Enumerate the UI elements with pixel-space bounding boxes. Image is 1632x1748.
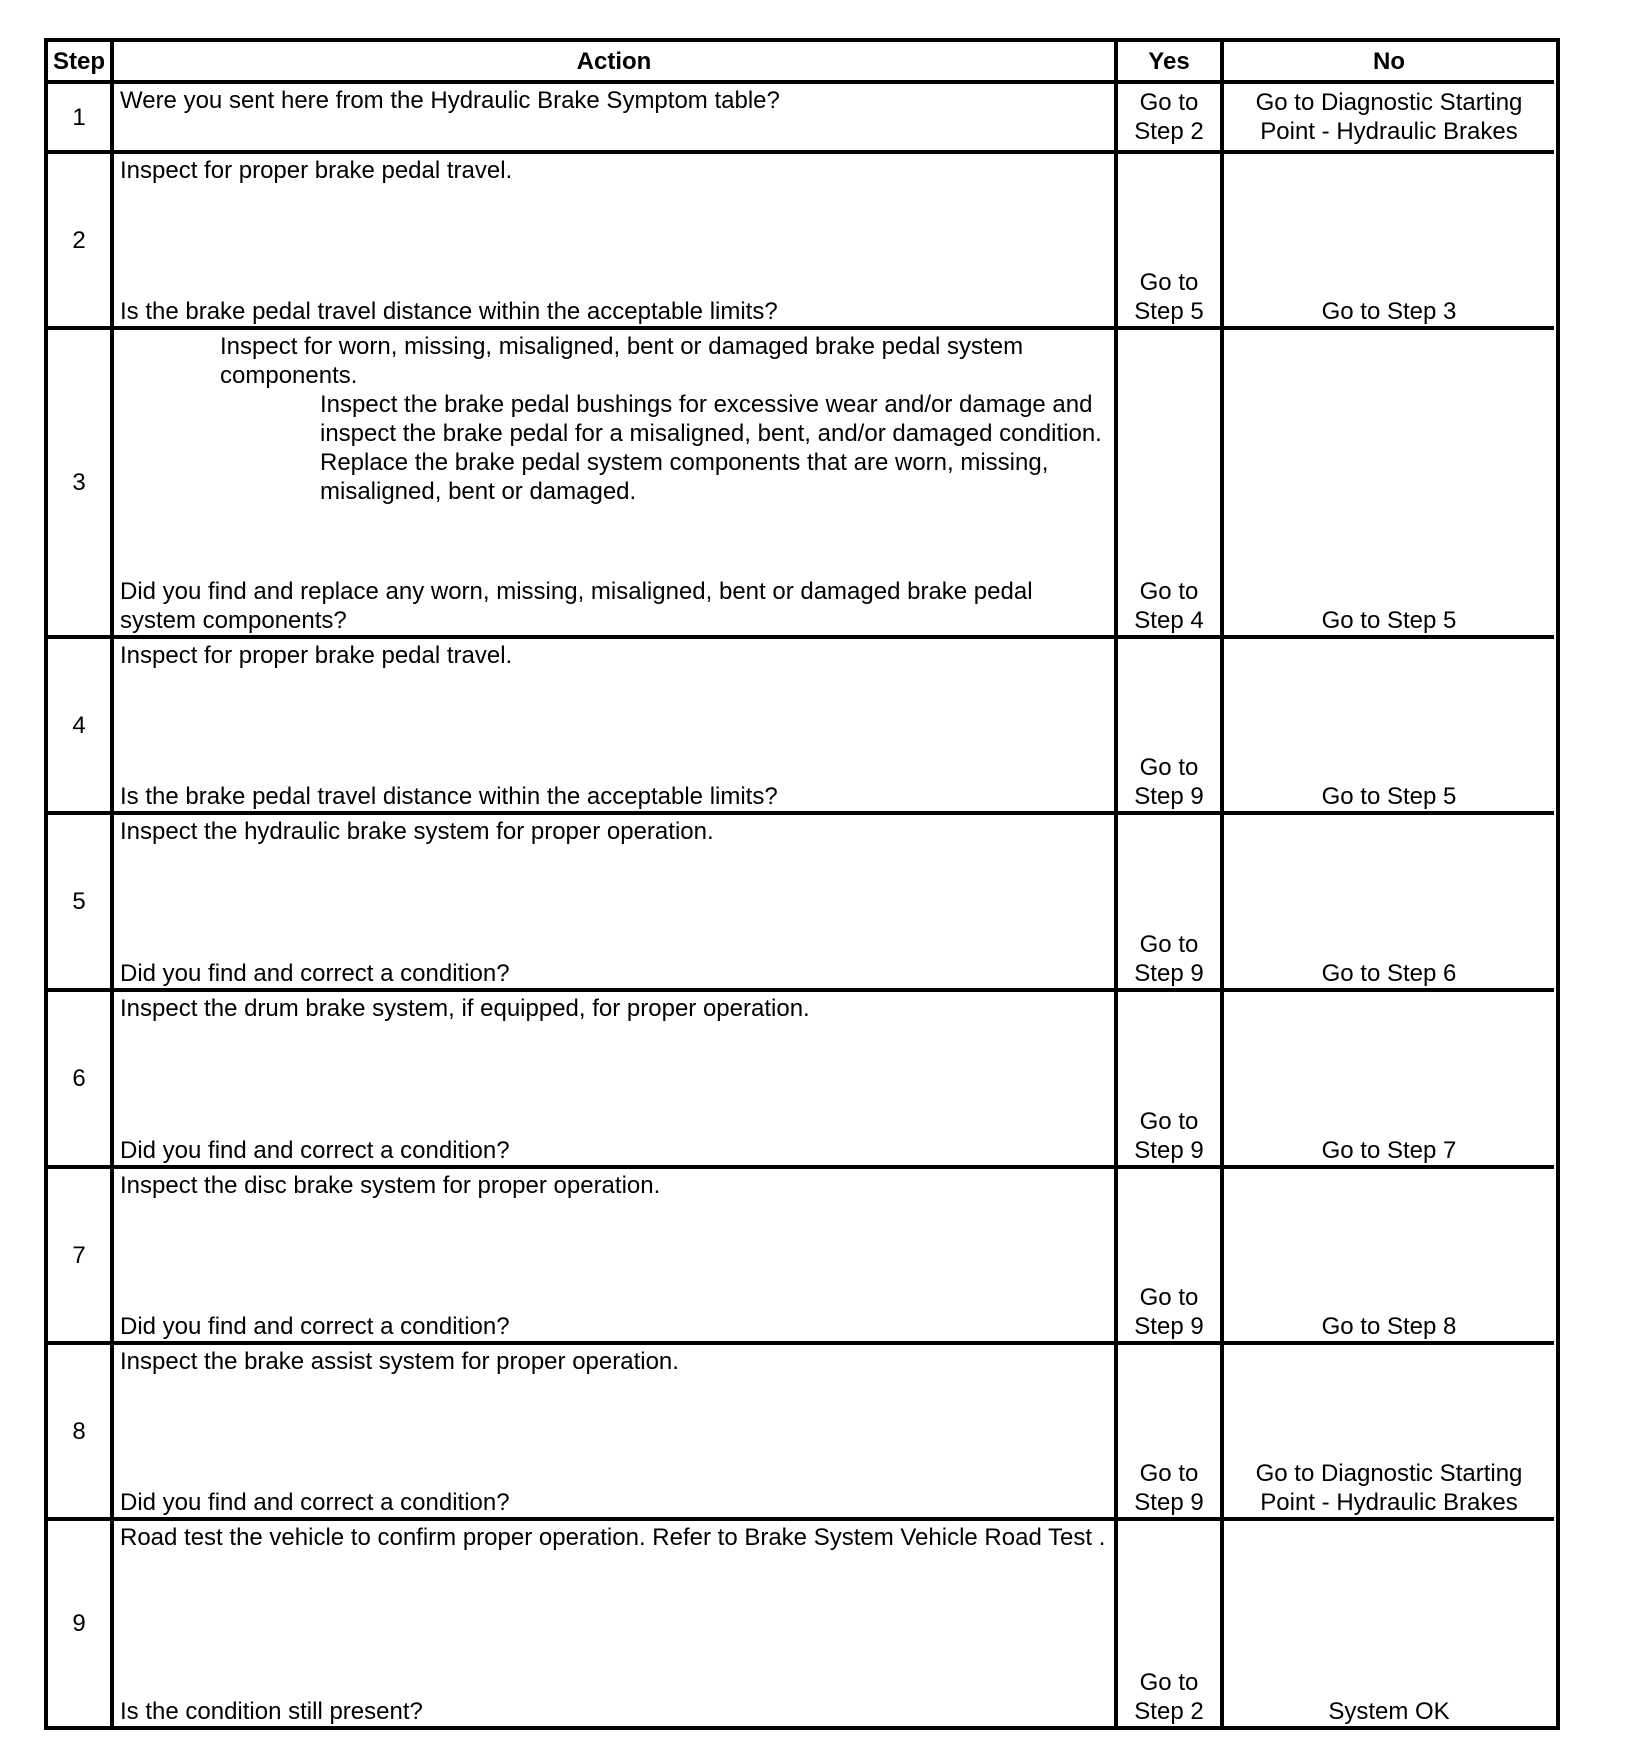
header-step: Step	[48, 42, 114, 84]
action-cell	[114, 1169, 1118, 1345]
action-question: Did you find and correct a condition?	[120, 1489, 510, 1516]
yes-cell: Go to Step 9	[1118, 1169, 1224, 1345]
yes-cell: Go to Step 9	[1118, 815, 1224, 992]
action-substep: Inspect for worn, missing, misaligned, bent or damaged brake pedal system components.	[220, 333, 1024, 389]
action-question: Did you find and correct a condition?	[120, 1313, 510, 1340]
action-question: Is the condition still present?	[120, 1698, 423, 1725]
step-number: 5	[48, 815, 114, 992]
action-cell	[114, 639, 1118, 815]
action-text: Inspect the hydraulic brake system for proper operation.	[120, 818, 714, 845]
no-cell: Go to Diagnostic Starting Point - Hydraulic Brakes	[1224, 1345, 1554, 1521]
action-text: Inspect the disc brake system for proper operation.	[120, 1172, 661, 1199]
action-text: Road test the vehicle to confirm proper operation. Refer to Brake System Vehicle Road Test .	[120, 1524, 1106, 1551]
action-substep: Replace the brake pedal system components that are worn, missing, misaligned, bent or damaged.	[320, 449, 1049, 505]
header-action: Action	[114, 42, 1118, 84]
action-question: Did you find and correct a condition?	[120, 960, 510, 987]
action-text: Inspect for proper brake pedal travel.	[120, 642, 513, 669]
action-cell	[114, 1521, 1118, 1726]
yes-cell: Go to Step 9	[1118, 639, 1224, 815]
no-cell: Go to Step 3	[1224, 154, 1554, 330]
step-number: 4	[48, 639, 114, 815]
action-substep: Inspect the brake pedal bushings for excessive wear and/or damage and inspect the brake pedal for a misaligned, bent, and/or damaged condition.	[320, 391, 1102, 447]
step-number: 2	[48, 154, 114, 330]
action-cell	[114, 815, 1118, 992]
step-number: 3	[48, 330, 114, 639]
yes-cell: Go to Step 2	[1118, 84, 1224, 154]
step-number: 9	[48, 1521, 114, 1726]
no-cell: Go to Step 7	[1224, 992, 1554, 1169]
step-number: 1	[48, 84, 114, 154]
action-cell	[114, 992, 1118, 1169]
no-cell: Go to Diagnostic Starting Point - Hydraulic Brakes	[1224, 84, 1554, 154]
no-cell: System OK	[1328, 1698, 1450, 1725]
yes-cell: Go to Step 4	[1118, 330, 1224, 639]
yes-cell: Go to Step 2	[1118, 1521, 1224, 1726]
step-number: 6	[48, 992, 114, 1169]
no-cell: Go to Step 5	[1224, 639, 1554, 815]
action-question: Did you find and replace any worn, missing, misaligned, bent or damaged brake pedal system components?	[120, 578, 1033, 634]
yes-cell: Go to Step 9	[1118, 1345, 1224, 1521]
step-number: 7	[48, 1169, 114, 1345]
action-question: Is the brake pedal travel distance within the acceptable limits?	[120, 783, 778, 810]
action-steps	[120, 332, 1108, 506]
step-number: 8	[48, 1345, 114, 1521]
action-text: Inspect the drum brake system, if equipped, for proper operation.	[120, 995, 810, 1022]
yes-cell: Go to Step 5	[1118, 154, 1224, 330]
no-cell: Go to Step 8	[1224, 1169, 1554, 1345]
action-cell	[114, 154, 1118, 330]
action-text: Were you sent here from the Hydraulic Brake Symptom table?	[120, 87, 780, 114]
action-question: Did you find and correct a condition?	[120, 1137, 510, 1164]
action-text: Inspect for proper brake pedal travel.	[120, 157, 513, 184]
yes-cell: Go to Step 9	[1118, 992, 1224, 1169]
action-cell	[114, 84, 1118, 154]
action-cell	[114, 1345, 1118, 1521]
no-cell: Go to Step 6	[1224, 815, 1554, 992]
diagnostic-table	[44, 38, 1560, 1730]
no-cell: Go to Step 5	[1224, 330, 1554, 639]
action-question: Is the brake pedal travel distance within the acceptable limits?	[120, 298, 778, 325]
header-yes: Yes	[1118, 42, 1224, 84]
action-text: Inspect the brake assist system for proper operation.	[120, 1348, 679, 1375]
header-no: No	[1224, 42, 1554, 84]
action-cell	[114, 330, 1118, 639]
